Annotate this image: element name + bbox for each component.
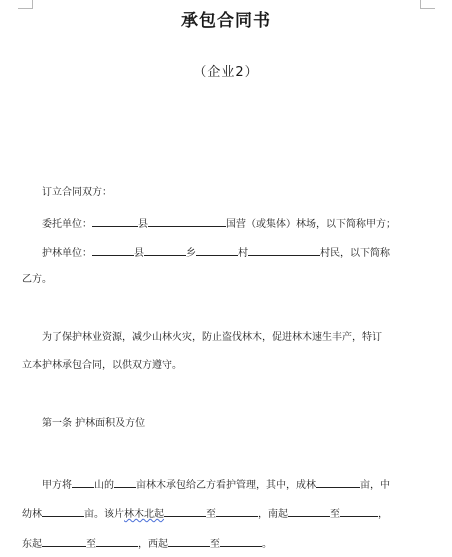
total-area-blank	[114, 476, 136, 488]
document-subtitle: （企业2）	[193, 65, 259, 80]
west-from-blank	[168, 535, 210, 547]
area-clause-line3: 东起 至 ，西起 至 。	[22, 535, 272, 552]
area-clause-line2: 幼林 亩。该片林木北起 至 ，南起 至 ，	[22, 505, 388, 522]
township-blank	[144, 244, 186, 256]
south-from-blank	[288, 505, 330, 517]
party-b-continuation: 乙方。	[22, 274, 52, 285]
mountain-name-blank	[72, 476, 94, 488]
county-blank	[92, 244, 134, 256]
mature-forest-area-blank	[316, 476, 360, 488]
area-clause-line1: 甲方将 山的 亩林木承包给乙方看护管理，其中，成林 亩，中	[42, 476, 390, 493]
east-from-blank	[42, 535, 86, 547]
north-to-blank	[216, 505, 258, 517]
young-forest-area-blank	[42, 505, 84, 517]
forest-protection-party-line: 护林单位： 县 乡 村 村民，以下简称	[42, 244, 390, 261]
villager-blank	[248, 244, 320, 256]
north-from-blank	[164, 505, 206, 517]
parties-heading: 订立合同双方：	[42, 187, 112, 198]
purpose-paragraph-line2: 立本护林承包合同，以供双方遵守。	[22, 360, 182, 371]
village-blank	[196, 244, 238, 256]
farm-name-blank	[148, 215, 226, 227]
commissioning-party-line: 委托单位： 县 国营（或集体）林场，以下简称甲方；	[42, 215, 396, 232]
article-1-heading: 第一条 护林面积及方位	[42, 418, 146, 429]
south-to-blank	[340, 505, 378, 517]
west-to-blank	[220, 535, 262, 547]
county-blank	[92, 215, 138, 227]
east-to-blank	[96, 535, 138, 547]
purpose-paragraph-line1: 为了保护林业资源，减少山林火灾，防止盗伐林木，促进林木速生丰产，特订	[42, 332, 382, 343]
document-title: 承包合同书	[181, 11, 271, 31]
